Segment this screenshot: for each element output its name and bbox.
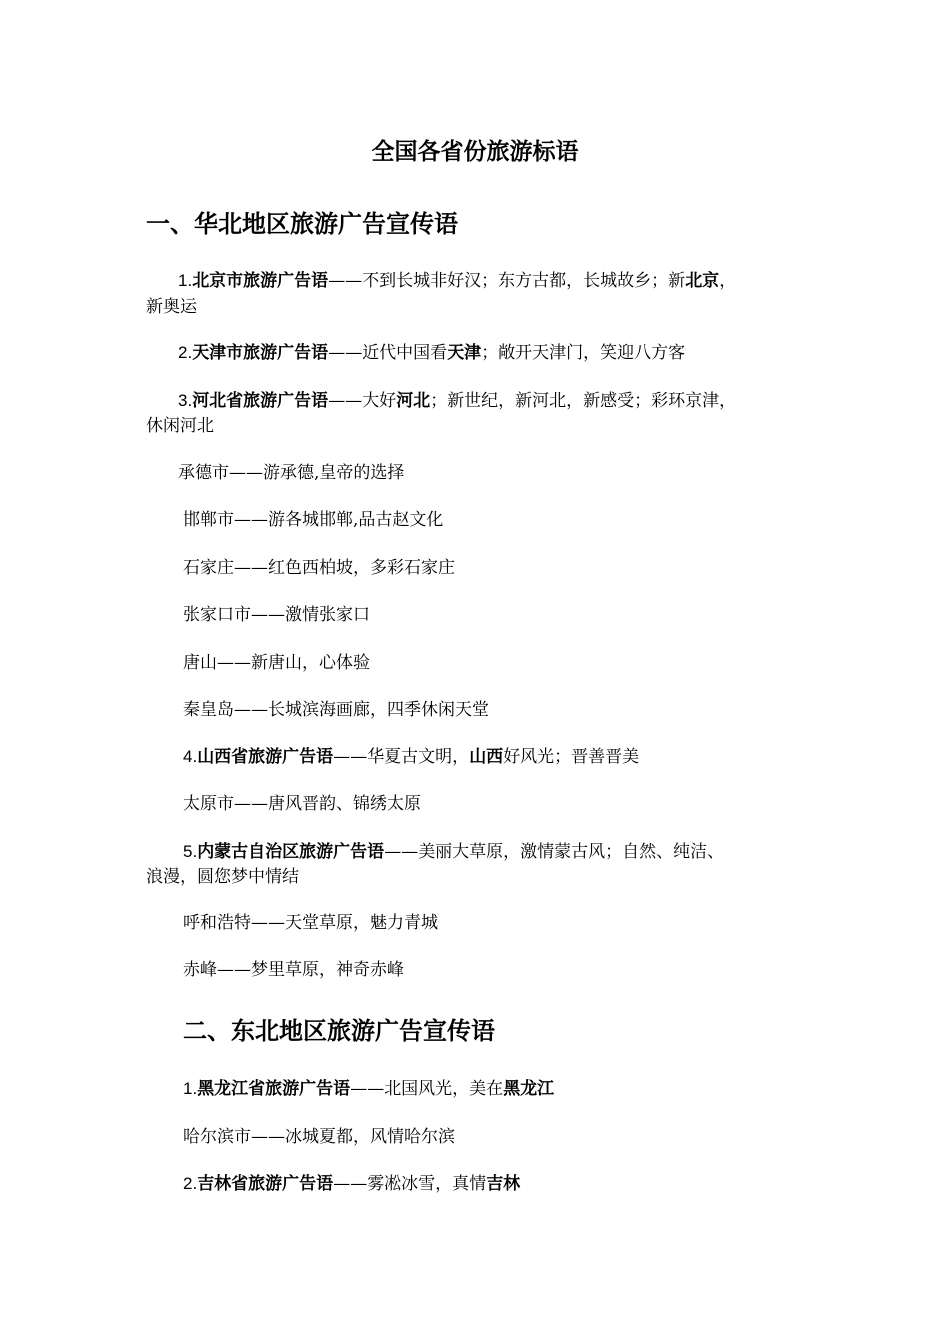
heilongjiang-bold: 黑龙江 — [503, 1079, 555, 1099]
section-heading-north-china: 一、华北地区旅游广告宣传语 — [146, 210, 458, 238]
neimenggu-slogan — [183, 839, 724, 865]
neimenggu-text: ——美丽大草原，激情蒙古风；自然、纯洁、 — [384, 842, 725, 862]
shanxi-slogan — [183, 744, 639, 770]
city-slogan-tangshan: 唐山——新唐山，心体验 — [183, 653, 370, 673]
shanxi-text-end: 好风光；晋善晋美 — [503, 747, 640, 767]
document-title: 全国各省份旅游标语 — [371, 139, 579, 165]
hebei-text-end: ；新世纪，新河北，新感受；彩环京津， — [430, 391, 737, 411]
item-number: 2. — [178, 343, 193, 362]
hebei-slogan — [178, 388, 736, 414]
city-slogan-zhangjiakou: 张家口市——激情张家口 — [183, 605, 370, 625]
jilin-slogan — [183, 1171, 520, 1197]
tianjin-text: ——近代中国看 — [328, 343, 448, 363]
beijing-slogan — [178, 268, 736, 294]
city-slogan-handan: 邯郸市——游各城邯郸,品古赵文化 — [183, 510, 444, 530]
item-number: 1. — [183, 1079, 198, 1098]
item-number: 3. — [178, 391, 193, 410]
jilin-text: ——雾凇冰雪，真情 — [333, 1174, 487, 1194]
item-number: 2. — [183, 1174, 198, 1193]
tianjin-text-end: ；敞开天津门，笑迎八方客 — [481, 343, 686, 363]
city-slogan-hohhot: 呼和浩特——天堂草原，魅力青城 — [183, 913, 438, 933]
hebei-slogan-cont: 休闲河北 — [146, 416, 214, 436]
beijing-slogan-cont: 新奥运 — [146, 297, 197, 317]
item-number: 5. — [183, 842, 198, 861]
section-heading-northeast: 二、东北地区旅游广告宣传语 — [183, 1017, 495, 1045]
city-slogan-chifeng: 赤峰——梦里草原，神奇赤峰 — [183, 960, 404, 980]
hebei-label: 河北省旅游广告语 — [192, 391, 329, 411]
neimenggu-label: 内蒙古自治区旅游广告语 — [197, 842, 385, 862]
item-number: 4. — [183, 747, 198, 766]
item-number: 1. — [178, 271, 193, 290]
tianjin-bold: 天津 — [447, 343, 482, 363]
beijing-bold: 北京 — [685, 271, 720, 291]
neimenggu-slogan-cont: 浪漫，圆您梦中情结 — [146, 867, 299, 887]
beijing-text: ——不到长城非好汉；东方古都，长城故乡；新 — [328, 271, 686, 291]
jilin-bold: 吉林 — [486, 1174, 521, 1194]
beijing-text-end: ， — [719, 271, 737, 291]
city-slogan-harbin: 哈尔滨市——冰城夏都，风情哈尔滨 — [183, 1127, 455, 1147]
shanxi-text: ——华夏古文明， — [333, 747, 470, 767]
beijing-label: 北京市旅游广告语 — [192, 271, 329, 291]
city-slogan-taiyuan: 太原市——唐风晋韵、锦绣太原 — [183, 794, 421, 814]
tianjin-label: 天津市旅游广告语 — [192, 343, 329, 363]
hebei-bold: 河北 — [396, 391, 431, 411]
city-slogan-qinhuangdao: 秦皇岛——长城滨海画廊，四季休闲天堂 — [183, 700, 489, 720]
heilongjiang-slogan — [183, 1076, 554, 1102]
shanxi-label: 山西省旅游广告语 — [197, 747, 334, 767]
tianjin-slogan — [178, 340, 685, 366]
shanxi-bold: 山西 — [469, 747, 504, 767]
jilin-label: 吉林省旅游广告语 — [197, 1174, 334, 1194]
heilongjiang-label: 黑龙江省旅游广告语 — [197, 1079, 351, 1099]
heilongjiang-text: ——北国风光，美在 — [350, 1079, 504, 1099]
hebei-text: ——大好 — [328, 391, 397, 411]
city-slogan-shijiazhuang: 石家庄——红色西柏坡，多彩石家庄 — [183, 558, 455, 578]
city-slogan-chengde: 承德市——游承德,皇帝的选择 — [178, 463, 405, 483]
